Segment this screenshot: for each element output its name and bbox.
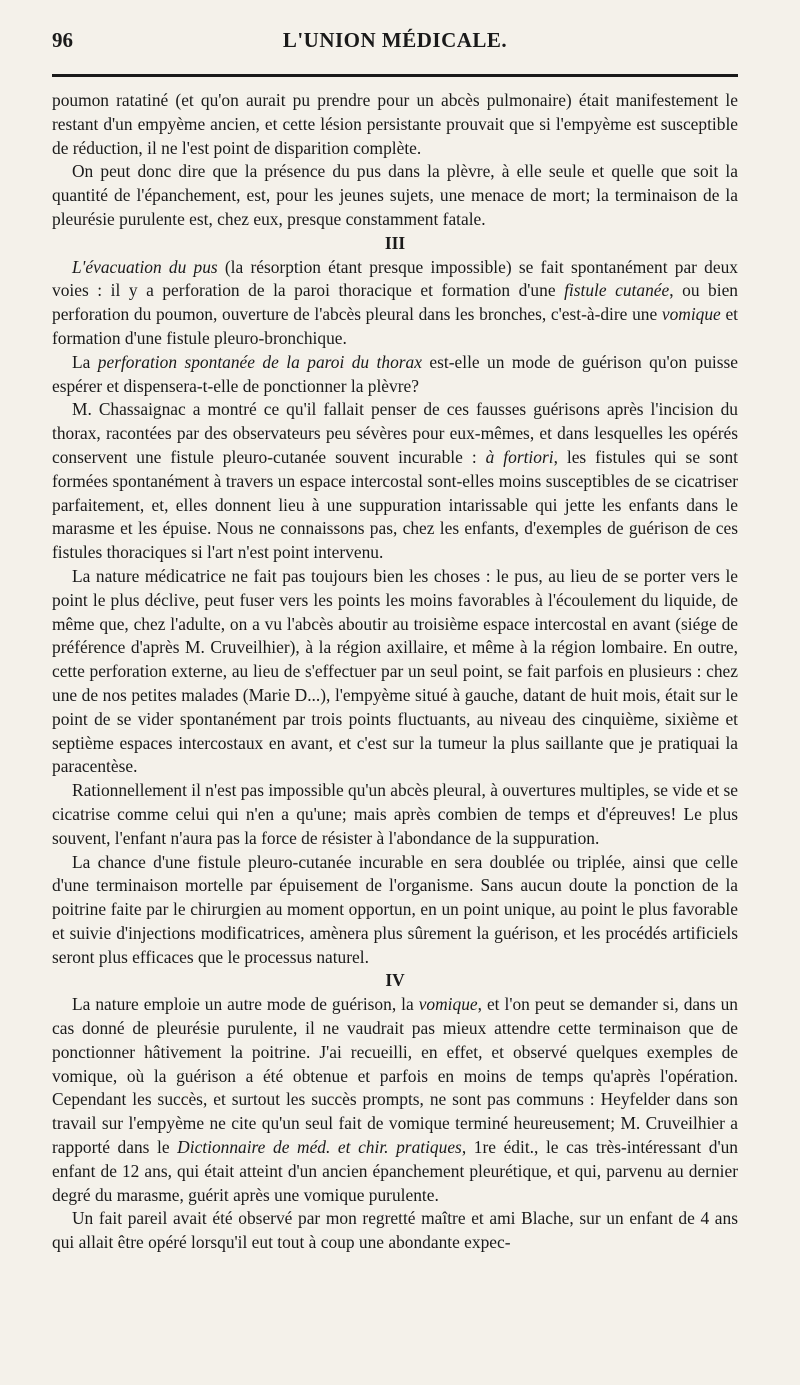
text-run: M. Chassaignac a montré ce qu'il fallait penser de ces fausses guérisons après l'incision du thorax, racontées par des observateurs peu sévères pour eux-mêmes, et dans lesquelles les opérés conservent une fistule pleuro-cutanée souvent incurable : (52, 399, 738, 467)
article-body (52, 89, 738, 1255)
text-run: , 1re édit., le cas très-intéressant d'un enfant de 12 ans, qui était atteint d'un ancien épanchement pleurétique, et qui, parvenu au dernier degré du marasme, guérit après une vomique purulente. (52, 1137, 738, 1205)
paragraph: La nature médicatrice ne fait pas toujours bien les choses : le pus, au lieu de se porter vers le point le plus déclive, peut fuser vers les points les moins favorables à l'écoulement du liquide, de même que, chez l'adulte, on a vu l'abcès aboutir au troisième espace intercostal en avant (siége de préférence d'après M. Cruveilhier), à la région axillaire, et même à la région lombaire. En outre, cette perforation externe, au lieu de s'effectuer par un seul point, se fait parfois en plusieurs : chez une de nos petites malades (Marie D...), l'empyème situé à gauche, datant de huit mois, était sur le point de se vider spontanément par trois points fluctuants, au niveau des cinquième, sixième et septième espaces intercostaux en avant, et c'est sur la tumeur la plus saillante que je pratiquai la paracentèse. (52, 565, 738, 777)
header-rule (52, 74, 738, 77)
paragraph (52, 351, 738, 399)
paragraph: Rationnellement il n'est pas impossible qu'un abcès pleural, à ouvertures multiples, se vide et se cicatrise comme celui qui n'en a qu'une; mais après combien de temps et d'épreuves! Le plus souvent, l'enfant n'aura pas la force de résister à l'abondance de la suppuration. (52, 780, 738, 848)
text-run: La nature emploie un autre mode de guérison, la (72, 994, 419, 1015)
paragraph: Un fait pareil avait été observé par mon regretté maître et ami Blache, sur un enfant de 4 ans qui allait être opéré lorsqu'il eut tout à coup une abondante expec- (52, 1208, 738, 1253)
paragraph (52, 993, 738, 1207)
italic-text: L'évacuation du pus (72, 256, 218, 277)
section-heading: IV (385, 970, 405, 991)
section-heading: III (384, 232, 406, 253)
page-header (52, 28, 738, 66)
italic-text: vomique (661, 304, 721, 325)
italic-text: Dictionnaire de méd. et chir. pratiques (177, 1137, 462, 1158)
paragraph (52, 398, 738, 565)
text-run: , ou bien perforation du poumon, ouverture de l'abcès pleural dans les bronches, c'est-à-dire une (52, 280, 738, 325)
journal-title: L'UNION MÉDICALE. (282, 28, 508, 52)
text-run: , et l'on peut se demander si, dans un cas donné de pleurésie purulente, il ne vaudrait pas mieux attendre cette terminaison que de ponctionner hâtivement la poitrine. J'ai recueilli, en effet, et observé quelques exemples de vomique, où la guérison a été obtenue et parfois en moins de temps qu'après l'opération. Cependant les succès, et surtout les succès prompts, ne sont pas communs : Heyfelder dans son travail sur l'empyème ne cite qu'un seul fait de vomique terminé heureusement; M. Cruveilhier a rapporté dans le (52, 994, 738, 1158)
paragraph (52, 256, 738, 351)
italic-text: à fortiori (485, 446, 554, 467)
text-run: (la résorption étant presque impossible) se fait spontanément par deux voies : il y a perforation de la paroi thoracique et formation d'une (52, 256, 738, 301)
text-run: est-elle un mode de guérison qu'on puisse espérer et dispensera-t-elle de ponctionner la plèvre? (52, 351, 738, 396)
paragraph: poumon ratatiné (et qu'on aurait pu prendre pour un abcès pulmonaire) était manifestement le restant d'un empyème ancien, et cette lésion persistante prouvait que si l'empyème est susceptible de réduction, il ne l'est point de disparition complète. (52, 90, 738, 158)
italic-text: perforation spontanée de la paroi du thorax (97, 351, 422, 372)
paragraph: On peut donc dire que la présence du pus dans la plèvre, à elle seule et quelle que soit la quantité de l'épanchement, est, pour les jeunes sujets, une menace de mort; la terminaison de la pleurésie purulente est, chez eux, presque constamment fatale. (52, 161, 738, 229)
paragraph: La chance d'une fistule pleuro-cutanée incurable en sera doublée ou triplée, ainsi que celle d'une terminaison mortelle par épuisement de l'organisme. Sans aucun doute la ponction de la poitrine faite par le chirurgien au moment opportun, en un point unique, au point le plus favorable et suivie d'injections modificatrices, amènera plus sûrement la guérison, et les procédés artificiels seront plus efficaces que le processus naturel. (52, 851, 738, 967)
text-run: , les fistules qui se sont formées spontanément à travers un espace intercostal sont-elles moins susceptibles de se cicatriser parfaitement, et, elles donnent lieu à une suppuration intarissable qui jette les enfants dans le marasme et les épuise. Nous ne connaissons pas, chez les enfants, d'exemples de guérison de ces fistules thoraciques si l'art n'est point intervenu. (52, 446, 739, 563)
italic-text: fistule cutanée (564, 280, 670, 301)
italic-text: vomique (418, 994, 478, 1015)
text-run: La (72, 351, 98, 372)
text-run: et formation d'une fistule pleuro-bronchique. (52, 304, 738, 348)
page-number: 96 (52, 28, 73, 52)
